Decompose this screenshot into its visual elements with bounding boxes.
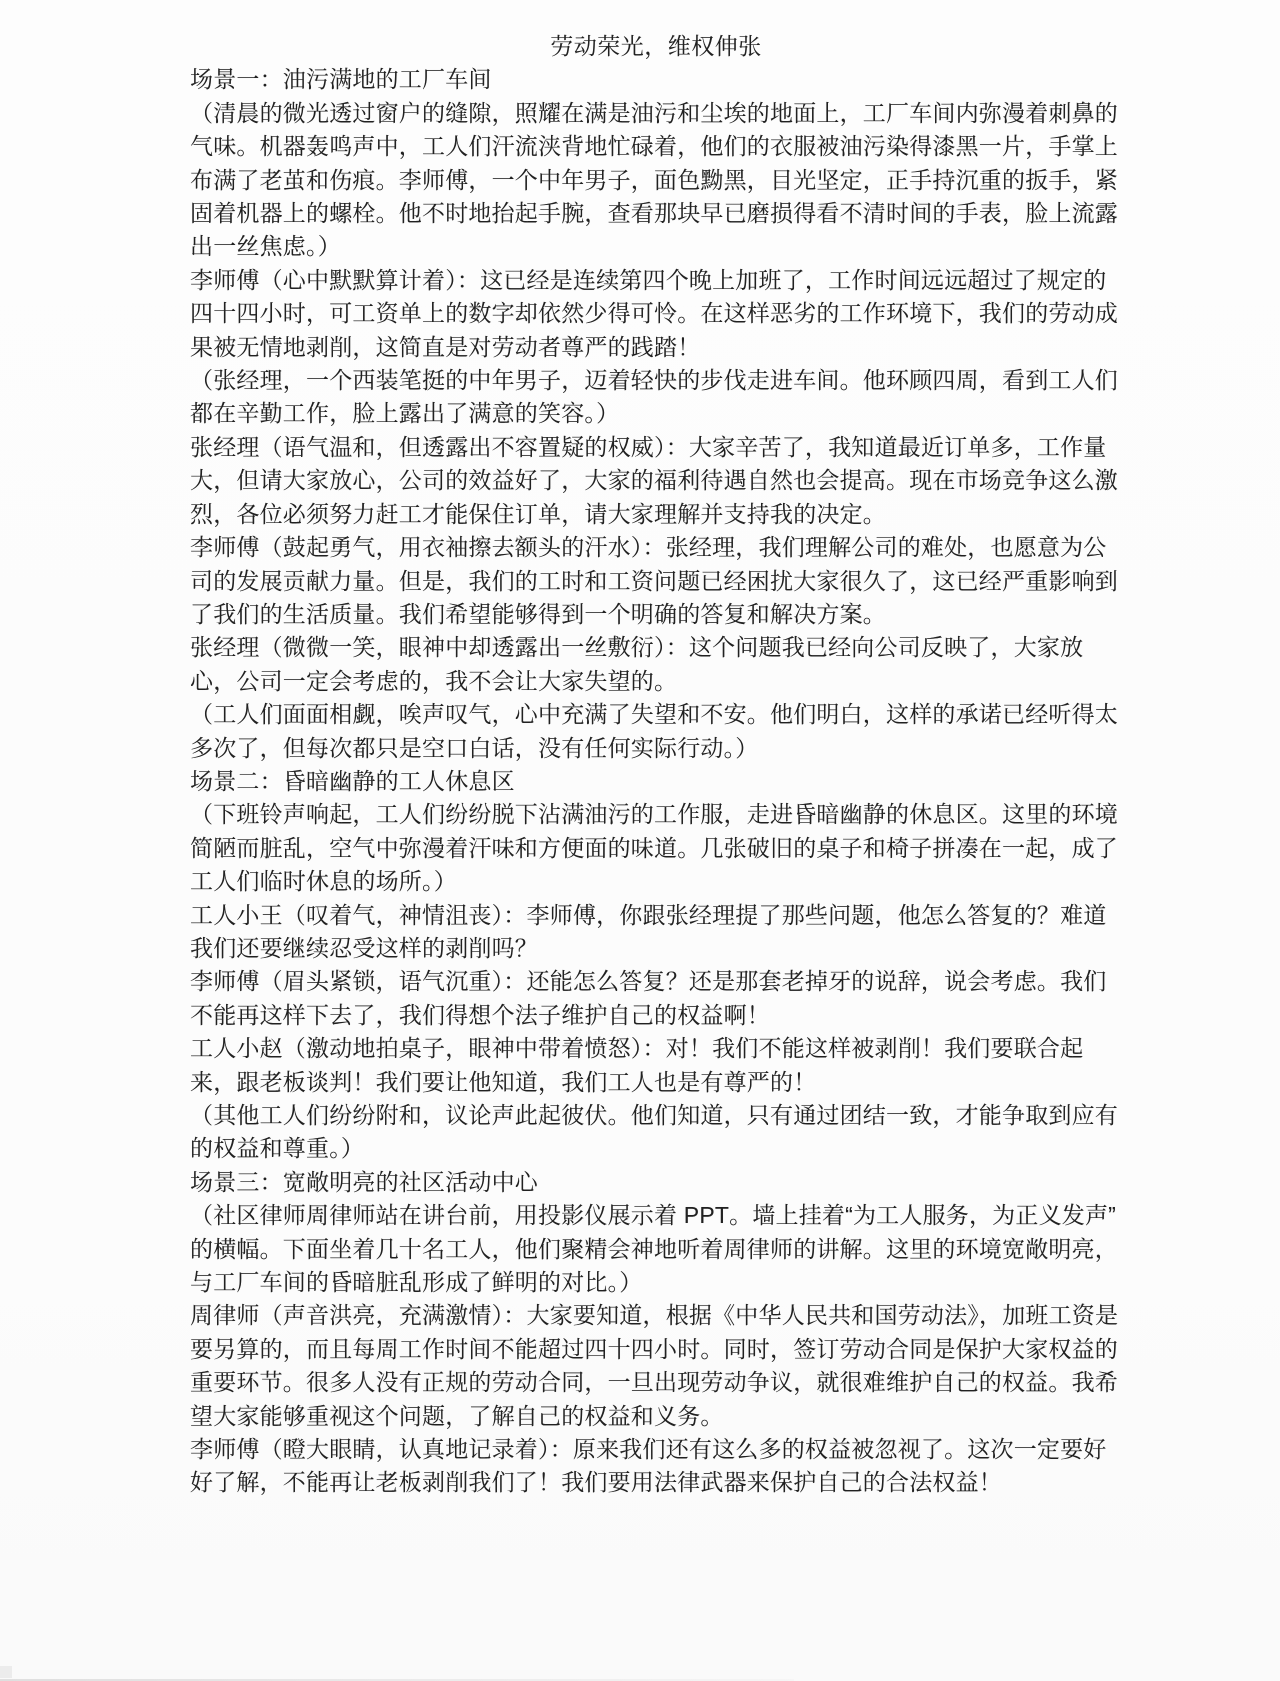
scene-heading: 场景二：昏暗幽静的工人休息区 <box>190 767 515 794</box>
dialogue-line: 工人小王（叹着气，神情沮丧）：李师傅，你跟张经理提了那些问题，他怎么答复的？难道我们还要继续忍受这样的剥削吗？ <box>190 901 1107 961</box>
document-content <box>190 30 1122 1500</box>
stage-direction: （其他工人们纷纷附和，议论声此起彼伏。他们知道，只有通过团结一致，才能争取到应有的权益和尊重。） <box>190 1102 1118 1162</box>
stage-direction: （下班铃声响起，工人们纷纷脱下沾满油污的工作服，走进昏暗幽静的休息区。这里的环境简陋而脏乱，空气中弥漫着汗味和方便面的味道。几张破旧的桌子和椅子拼凑在一起，成了工人们临时休息的场所。） <box>190 801 1118 895</box>
scene-heading: 场景三：宽敞明亮的社区活动中心 <box>190 1168 538 1195</box>
dialogue-line: 李师傅（心中默默算计着）：这已经是连续第四个晚上加班了，工作时间远远超过了规定的四十四小时，可工资单上的数字却依然少得可怜。在这样恶劣的工作环境下，我们的劳动成果被无情地剥削，这简直是对劳动者尊严的践踏！ <box>190 266 1118 360</box>
dialogue-line: 李师傅（鼓起勇气，用衣袖擦去额头的汗水）：张经理，我们理解公司的难处，也愿意为公司的发展贡献力量。但是，我们的工时和工资问题已经困扰大家很久了，这已经严重影响到了我们的生活质量。我们希望能够得到一个明确的答复和解决方案。 <box>190 534 1118 627</box>
dialogue-line: 张经理（微微一笑，眼神中却透露出一丝敷衍）：这个问题我已经向公司反映了，大家放心，公司一定会考虑的，我不会让大家失望的。 <box>190 634 1084 694</box>
stage-direction: （工人们面面相觑，唉声叹气，心中充满了失望和不安。他们明白，这样的承诺已经听得太多次了，但每次都只是空口白话，没有任何实际行动。） <box>190 701 1118 761</box>
scan-artifact <box>0 1666 12 1678</box>
stage-direction: （社区律师周律师站在讲台前，用投影仪展示着 PPT。墙上挂着“为工人服务，为正义发声”的横幅。下面坐着几十名工人，他们聚精会神地听着周律师的讲解。这里的环境宽敞明亮，与工厂车间的昏暗脏乱形成了鲜明的对比。） <box>190 1202 1118 1296</box>
scene-heading: 场景一：油污满地的工厂车间 <box>190 66 492 93</box>
dialogue-line: 工人小赵（激动地拍桌子，眼神中带着愤怒）：对！我们不能这样被剥削！我们要联合起来，跟老板谈判！我们要让他知道，我们工人也是有尊严的！ <box>190 1035 1084 1095</box>
stage-direction: （张经理，一个西装笔挺的中年男子，迈着轻快的步伐走进车间。他环顾四周，看到工人们都在辛勤工作，脸上露出了满意的笑容。） <box>190 367 1118 427</box>
dialogue-line: 周律师（声音洪亮，充满激情）：大家要知道，根据《中华人民共和国劳动法》，加班工资是要另算的，而且每周工作时间不能超过四十四小时。同时，签订劳动合同是保护大家权益的重要环节。很多人没有正规的劳动合同，一旦出现劳动争议，就很难维护自己的权益。我希望大家能够重视这个问题，了解自己的权益和义务。 <box>190 1302 1119 1429</box>
dialogue-line: 李师傅（眉头紧锁，语气沉重）：还能怎么答复？还是那套老掉牙的说辞，说会考虑。我们不能再这样下去了，我们得想个法子维护自己的权益啊！ <box>190 968 1107 1028</box>
stage-direction: （清晨的微光透过窗户的缝隙，照耀在满是油污和尘埃的地面上，工厂车间内弥漫着刺鼻的气味。机器轰鸣声中，工人们汗流浃背地忙碌着，他们的衣服被油污染得漆黑一片，手掌上布满了老茧和伤痕。李师傅，一个中年男子，面色黝黑，目光坚定，正手持沉重的扳手，紧固着机器上的螺栓。他不时地抬起手腕，查看那块早已磨损得看不清时间的手表，脸上流露出一丝焦虑。） <box>190 99 1118 260</box>
dialogue-line: 李师傅（瞪大眼睛，认真地记录着）：原来我们还有这么多的权益被忽视了。这次一定要好好了解，不能再让老板剥削我们了！我们要用法律武器来保护自己的合法权益！ <box>190 1436 1107 1496</box>
document-body <box>190 63 1122 1499</box>
dialogue-line: 张经理（语气温和，但透露出不容置疑的权威）：大家辛苦了，我知道最近订单多，工作量大，但请大家放心，公司的效益好了，大家的福利待遇自然也会提高。现在市场竞争这么激烈，各位必须努力赶工才能保住订单，请大家理解并支持我的决定。 <box>190 433 1118 527</box>
document-title: 劳动荣光，维权伸张 <box>550 33 762 59</box>
